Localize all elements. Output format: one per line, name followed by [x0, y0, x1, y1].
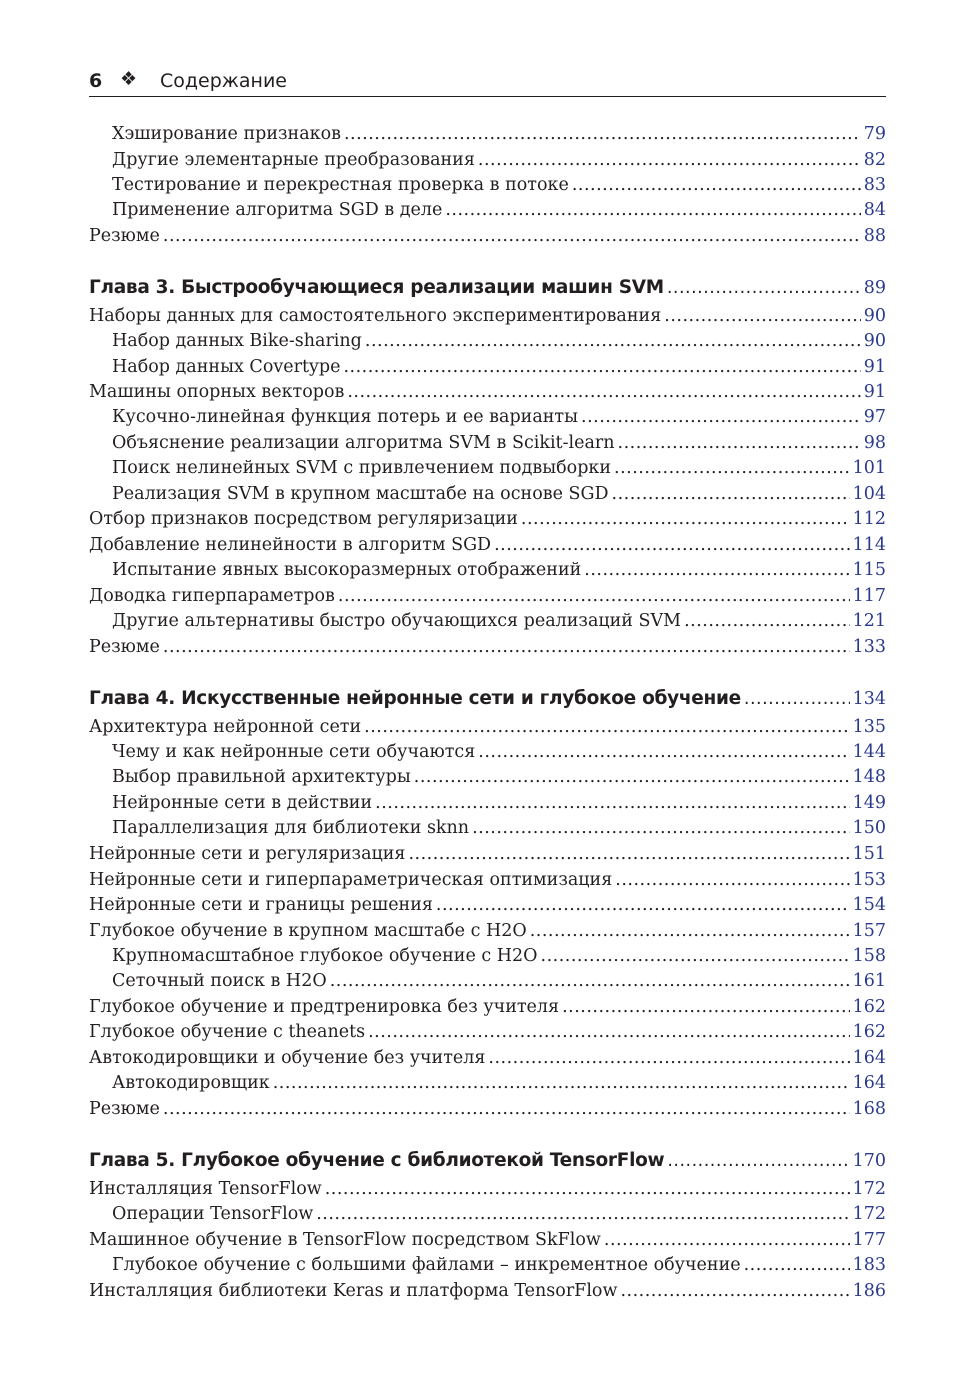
toc-entry[interactable] [89, 1255, 886, 1281]
dot-leader [572, 175, 861, 195]
entry-title: Архитектура нейронной сети [89, 717, 362, 737]
entry-title: Нейронные сети и гиперпараметрическая оптимизация [89, 870, 613, 890]
toc-entry[interactable] [89, 844, 886, 870]
dot-leader [436, 895, 850, 915]
entry-title: Глубокое обучение с большими файлами – инкрементное обучение [112, 1255, 741, 1275]
dot-leader [581, 407, 861, 427]
toc-entry[interactable] [89, 997, 886, 1023]
running-head [89, 66, 886, 97]
entry-title: Реализация SVM в крупном масштабе на основе SGD [112, 484, 609, 504]
toc-entry[interactable] [89, 767, 886, 793]
entry-page-number[interactable]: 177 [852, 1230, 886, 1250]
dot-leader [614, 458, 850, 478]
entry-title: Глубокое обучение в крупном масштабе с H2O [89, 921, 527, 941]
entry-page-number[interactable]: 83 [863, 175, 886, 195]
entry-title: Кусочно-линейная функция потерь и ее варианты [112, 407, 579, 427]
entry-page-number[interactable]: 89 [863, 278, 886, 298]
entry-title: Машинное обучение в TensorFlow посредством SkFlow [89, 1230, 601, 1250]
entry-title: Крупномасштабное глубокое обучение с H2O [112, 946, 538, 966]
entry-title: Автокодировщик [112, 1073, 270, 1093]
toc-entry[interactable] [89, 921, 886, 947]
entry-page-number[interactable]: 162 [852, 1022, 886, 1042]
entry-page-number[interactable]: 161 [852, 971, 886, 991]
dot-leader [684, 611, 850, 631]
entry-title: Набор данных Covertype [112, 357, 341, 377]
entry-page-number[interactable]: 148 [852, 767, 886, 787]
entry-page-number[interactable]: 164 [852, 1048, 886, 1068]
entry-page-number[interactable]: 112 [852, 509, 886, 529]
entry-title: Другие альтернативы быстро обучающихся реализаций SVM [112, 611, 682, 631]
entry-page-number[interactable]: 144 [852, 742, 886, 762]
entry-page-number[interactable]: 183 [852, 1255, 886, 1275]
entry-page-number[interactable]: 101 [852, 458, 886, 478]
entry-page-number[interactable]: 149 [852, 793, 886, 813]
dot-leader [667, 278, 861, 298]
entry-title: Нейронные сети и регуляризация [89, 844, 406, 864]
dot-leader [488, 1048, 849, 1068]
dot-leader [414, 767, 850, 787]
entry-page-number[interactable]: 162 [852, 997, 886, 1017]
dot-leader [541, 946, 850, 966]
entry-title: Инсталляция библиотеки Keras и платформа TensorFlow [89, 1281, 618, 1301]
toc-entry[interactable] [89, 407, 886, 433]
entry-page-number[interactable]: 172 [852, 1204, 886, 1224]
toc-chapter-entry[interactable] [89, 1150, 886, 1176]
entry-page-number[interactable]: 133 [852, 637, 886, 657]
toc-entry[interactable] [89, 433, 886, 459]
toc-entry[interactable] [89, 971, 886, 997]
entry-page-number[interactable]: 153 [852, 870, 886, 890]
entry-page-number[interactable]: 154 [852, 895, 886, 915]
toc-entry[interactable] [89, 1281, 886, 1307]
dot-leader [744, 689, 850, 709]
toc-entry[interactable] [89, 895, 886, 921]
entry-page-number[interactable]: 157 [852, 921, 886, 941]
toc-entry[interactable] [89, 1099, 886, 1125]
toc-entry[interactable] [89, 717, 886, 743]
toc-entry[interactable] [89, 175, 886, 201]
toc-chapter-entry[interactable] [89, 277, 886, 303]
toc-entry[interactable] [89, 124, 886, 150]
dot-leader [615, 870, 849, 890]
dot-leader [344, 124, 861, 144]
entry-title: Сеточный поиск в H2O [112, 971, 327, 991]
toc-entry[interactable] [89, 535, 886, 561]
entry-title: Чему и как нейронные сети обучаются [112, 742, 476, 762]
entry-title: Доводка гиперпараметров [89, 586, 335, 606]
entry-page-number[interactable]: 170 [852, 1151, 886, 1171]
dot-leader [478, 742, 849, 762]
dot-leader [163, 1099, 850, 1119]
entry-title: Резюме [89, 637, 160, 657]
dot-leader [163, 226, 861, 246]
page-number: 6 [89, 70, 103, 92]
toc-entry[interactable] [89, 586, 886, 612]
dot-leader [273, 1073, 850, 1093]
dot-leader [472, 818, 850, 838]
toc-entry[interactable] [89, 1048, 886, 1074]
toc-entry[interactable] [89, 484, 886, 510]
entry-title: Объяснение реализации алгоритма SVM в Scikit-learn [112, 433, 615, 453]
entry-page-number[interactable]: 164 [852, 1073, 886, 1093]
dot-leader [562, 997, 850, 1017]
dot-leader [364, 717, 849, 737]
entry-page-number[interactable]: 151 [852, 844, 886, 864]
entry-page-number[interactable]: 158 [852, 946, 886, 966]
dot-leader [612, 484, 850, 504]
dot-leader [494, 535, 850, 555]
dot-leader [408, 844, 849, 864]
entry-page-number[interactable]: 91 [863, 357, 886, 377]
entry-page-number[interactable]: 104 [852, 484, 886, 504]
entry-page-number[interactable]: 117 [852, 586, 886, 606]
toc-entry[interactable] [89, 226, 886, 252]
entry-page-number[interactable]: 97 [863, 407, 886, 427]
toc-entry[interactable] [89, 946, 886, 972]
entry-title: Нейронные сети в действии [112, 793, 373, 813]
dot-leader [368, 1022, 849, 1042]
toc-chapter-entry[interactable] [89, 688, 886, 714]
entry-page-number[interactable]: 172 [852, 1179, 886, 1199]
dot-leader [667, 1151, 849, 1171]
toc-entry[interactable] [89, 150, 886, 176]
dot-leader [330, 971, 850, 991]
toc-entry[interactable] [89, 200, 886, 226]
entry-page-number[interactable]: 90 [863, 306, 886, 326]
entry-page-number[interactable]: 90 [863, 331, 886, 351]
entry-title: Выбор правильной архитектуры [112, 767, 411, 787]
entry-title: Машины опорных векторов [89, 382, 345, 402]
entry-page-number[interactable]: 84 [863, 200, 886, 220]
entry-page-number[interactable]: 121 [852, 611, 886, 631]
dot-leader [664, 306, 860, 326]
entry-page-number[interactable]: 134 [852, 689, 886, 709]
dot-leader [604, 1230, 850, 1250]
entry-page-number[interactable]: 135 [852, 717, 886, 737]
entry-title: Операции TensorFlow [112, 1204, 314, 1224]
entry-title: Резюме [89, 226, 160, 246]
entry-page-number[interactable]: 115 [852, 560, 886, 580]
dot-leader [338, 586, 850, 606]
toc-entry[interactable] [89, 1204, 886, 1230]
entry-title: Испытание явных высокоразмерных отображений [112, 560, 582, 580]
entry-title: Поиск нелинейных SVM с привлечением подвыборки [112, 458, 612, 478]
entry-title: Наборы данных для самостоятельного экспериментирования [89, 306, 662, 326]
entry-title: Автокодировщики и обучение без учителя [89, 1048, 486, 1068]
toc-entry[interactable] [89, 382, 886, 408]
entry-title: Другие элементарные преобразования [112, 150, 475, 170]
entry-page-number[interactable]: 186 [852, 1281, 886, 1301]
entry-title: Параллелизация для библиотеки sknn [112, 818, 470, 838]
toc-entry[interactable] [89, 637, 886, 663]
entry-title: Инсталляция TensorFlow [89, 1179, 322, 1199]
entry-title: Набор данных Bike-sharing [112, 331, 362, 351]
toc-entry[interactable] [89, 560, 886, 586]
toc-entry[interactable] [89, 818, 886, 844]
entry-page-number[interactable]: 98 [863, 433, 886, 453]
entry-title: Тестирование и перекрестная проверка в потоке [112, 175, 569, 195]
dot-leader [343, 357, 860, 377]
entry-title: Глубокое обучение с theanets [89, 1022, 366, 1042]
toc-entry[interactable] [89, 458, 886, 484]
chapter-title: Глава 4. Искусственные нейронные сети и глубокое обучение [89, 688, 741, 709]
running-head-title: Содержание [160, 70, 287, 92]
dot-leader [445, 200, 860, 220]
entry-page-number[interactable]: 79 [863, 124, 886, 144]
dot-leader [521, 509, 850, 529]
toc-entry[interactable] [89, 1022, 886, 1048]
entry-title: Нейронные сети и границы решения [89, 895, 433, 915]
ornament-icon: ❖ [120, 68, 138, 90]
toc-entry[interactable] [89, 870, 886, 896]
dot-leader [365, 331, 861, 351]
toc-entry[interactable] [89, 1179, 886, 1205]
toc-entry[interactable] [89, 742, 886, 768]
chapter-title: Глава 3. Быстрообучающиеся реализации машин SVM [89, 277, 664, 298]
dot-leader [584, 560, 849, 580]
entry-page-number[interactable]: 114 [852, 535, 886, 555]
dot-leader [620, 1281, 849, 1301]
entry-page-number[interactable]: 91 [863, 382, 886, 402]
entry-page-number[interactable]: 88 [863, 226, 886, 246]
toc-entry[interactable] [89, 306, 886, 332]
entry-title: Отбор признаков посредством регуляризации [89, 509, 518, 529]
dot-leader [530, 921, 850, 941]
toc-entry[interactable] [89, 611, 886, 637]
dot-leader [618, 433, 861, 453]
dot-leader [744, 1255, 850, 1275]
toc-entry[interactable] [89, 793, 886, 819]
entry-page-number[interactable]: 82 [863, 150, 886, 170]
entry-title: Применение алгоритма SGD в деле [112, 200, 443, 220]
dot-leader [478, 150, 861, 170]
toc-entry[interactable] [89, 331, 886, 357]
entry-title: Хэширование признаков [112, 124, 341, 144]
chapter-title: Глава 5. Глубокое обучение с библиотекой TensorFlow [89, 1150, 665, 1171]
toc-entry[interactable] [89, 357, 886, 383]
entry-title: Добавление нелинейности в алгоритм SGD [89, 535, 492, 555]
toc-entry[interactable] [89, 509, 886, 535]
entry-page-number[interactable]: 168 [852, 1099, 886, 1119]
entry-title: Резюме [89, 1099, 160, 1119]
dot-leader [347, 382, 860, 402]
entry-page-number[interactable]: 150 [852, 818, 886, 838]
toc-entry[interactable] [89, 1230, 886, 1256]
dot-leader [375, 793, 849, 813]
dot-leader [325, 1179, 850, 1199]
dot-leader [163, 637, 850, 657]
dot-leader [316, 1204, 849, 1224]
entry-title: Глубокое обучение и предтренировка без учителя [89, 997, 560, 1017]
toc-entry[interactable] [89, 1073, 886, 1099]
